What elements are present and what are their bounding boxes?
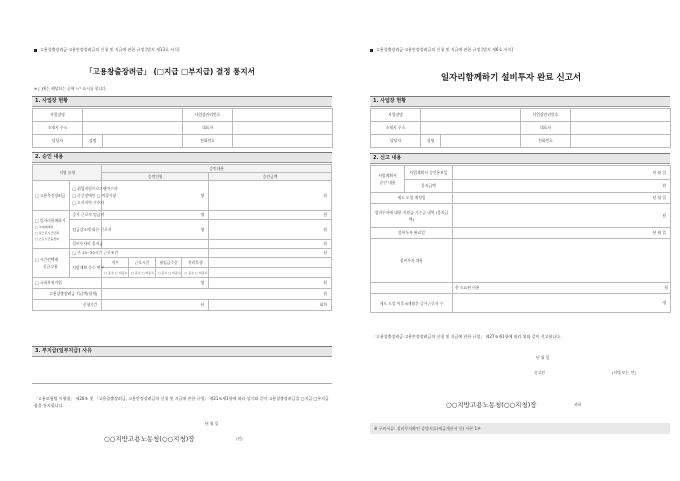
- plan-label: 사업계획 준수 여부: [70, 258, 102, 278]
- left-info-label: 사업장관리번호: [183, 109, 233, 122]
- total-amount-cell[interactable]: 원: [102, 289, 332, 300]
- people-cell[interactable]: 명: [102, 278, 209, 289]
- right-info-label: 사업장명: [371, 109, 421, 122]
- system-date-value[interactable]: 년 월 일: [453, 193, 671, 204]
- plan-date-value[interactable]: 년 월 일: [453, 166, 671, 180]
- plan-check[interactable]: □ 준수 □ 미준수: [129, 268, 156, 278]
- plan-col: 복리후생: [182, 258, 209, 268]
- left-info-value[interactable]: [83, 109, 183, 122]
- right-signer: ○○지방고용노동청(○○지청)장: [446, 401, 537, 409]
- left-top-note-text: 고용창출장려금·고용안정장려금의 신청 및 지급에 관한 규정 [별지 제13호 서식]: [40, 47, 180, 52]
- right-info-table: [370, 108, 671, 148]
- left-section-1: 1. 사업장 현황: [32, 96, 332, 107]
- left-info-value[interactable]: [83, 122, 183, 135]
- left-instruction: ※ [ ]에는 해당되는 곳에 "√" 표시를 합니다.: [34, 86, 108, 91]
- plan-check[interactable]: □ 준수 □ 미준수: [155, 268, 182, 278]
- amount-cell[interactable]: 원: [209, 278, 332, 289]
- plan-text: 사업계획서: [378, 173, 397, 178]
- blank-cell: [371, 283, 453, 294]
- people-cell[interactable]: 명: [102, 220, 209, 240]
- left-info-label: 사업장명: [33, 109, 83, 122]
- plan-approve-text: 승인 내용: [379, 180, 396, 185]
- plan-col: 월임금수준: [155, 258, 182, 268]
- job-option[interactable]: □ 실근로시간단축: [35, 230, 60, 235]
- right-top-note-text: 고용창출장려금·고용안정장려금의 신청 및 지급에 관한 규정 [별지 제6호 서식]: [376, 47, 513, 52]
- total-label: 고용창출장려금 지급액(합계): [33, 289, 102, 300]
- left-info-label: 성명: [83, 135, 103, 148]
- left-approval-table: [32, 164, 332, 311]
- job-option[interactable]: □ 교대제개편: [35, 224, 54, 229]
- left-info-value[interactable]: [103, 135, 183, 148]
- job-sharing-label: [33, 211, 70, 249]
- right-sign-hint: (서명 또는 인): [612, 370, 636, 375]
- facility-content-value[interactable]: [453, 239, 671, 283]
- right-paragraph: 「고용창출장려금·고용안정장려금의 신청 및 지급에 관한 규정」 제27조제1항에 따라 위와 같이 신고합니다.: [372, 334, 562, 339]
- flex-label: [33, 249, 70, 278]
- left-date-line: 년 월 일: [205, 421, 219, 426]
- plan-label: [371, 166, 405, 193]
- right-info-value[interactable]: [571, 135, 671, 148]
- left-info-table: [32, 108, 333, 148]
- right-report-table: [370, 165, 671, 313]
- left-info-value[interactable]: [233, 122, 333, 135]
- left-info-value[interactable]: [233, 109, 333, 122]
- right-info-value[interactable]: [441, 135, 521, 148]
- period-label: 신청기간: [33, 300, 102, 311]
- amount-cell[interactable]: 원: [209, 240, 332, 249]
- right-date-line: 년 월 일: [536, 355, 550, 360]
- system-date-label: 제도 도입 예정일: [371, 193, 453, 204]
- period-times-cell[interactable]: 회차: [209, 300, 332, 311]
- right-info-value[interactable]: [421, 109, 521, 122]
- people-cell[interactable]: 명: [102, 181, 209, 211]
- left-section-2: 2. 승인 내용: [32, 152, 332, 163]
- approval-amount-header: 승인금액: [209, 173, 332, 181]
- after-ratio-value[interactable]: 명: [453, 294, 671, 313]
- facility-label: 설비투자비 융자금: [70, 240, 102, 249]
- total-cost-label: 총 소요된 비용: [455, 285, 480, 290]
- right-info-label: 성명: [421, 135, 441, 148]
- blank-cell: [209, 268, 332, 278]
- right-info-value[interactable]: [421, 122, 521, 135]
- amount-cell[interactable]: 원: [209, 249, 332, 258]
- approval-kind-header: 지원 유형: [33, 165, 102, 181]
- plan-check[interactable]: □ 준수 □ 미준수: [102, 268, 129, 278]
- left-seal: (인): [236, 436, 243, 441]
- plan-check[interactable]: □ 준수 □ 미준수: [182, 268, 209, 278]
- right-section-2: 2. 신고 내용: [370, 153, 670, 164]
- facility-plan-label: 설비투자에 대한 지원금 기수급 내역 (융자금액): [371, 204, 453, 228]
- left-divider: [32, 383, 332, 384]
- note-bullet-icon: [34, 49, 37, 52]
- right-addressee: 귀하: [574, 402, 582, 407]
- right-footer: ※ 구비서류: 설비투자확인 증빙서류(세금계산서 등) 사본 1부: [370, 423, 670, 434]
- right-section-1: 1. 사업장 현황: [370, 96, 670, 107]
- flex-text-2: 신규고용: [43, 264, 58, 269]
- right-applicant: 신고인: [534, 370, 546, 375]
- job-label-text: □ 일자리함께하기: [35, 217, 66, 223]
- right-info-label: 담당자: [371, 135, 421, 148]
- right-title: 일자리함께하기 설비투자 완료 신고서: [440, 73, 582, 83]
- option-line[interactable]: □ 취업지원프로그램이수자: [72, 186, 118, 191]
- other-label: □ 국내복귀기업: [33, 278, 102, 289]
- left-top-note: [34, 47, 179, 53]
- facility-content-label: 설비투자 내용: [371, 239, 453, 283]
- blank-cell: [209, 258, 332, 268]
- facility-done-value[interactable]: 년 월 일: [453, 228, 671, 239]
- incr-emp-label: 임금감소에 따른 근로자: [70, 220, 102, 240]
- right-form: [342, 0, 680, 481]
- left-info-label: 소재지 주소: [33, 122, 83, 135]
- note-bullet-icon: [370, 49, 373, 52]
- left-section-3: 3. 부지급(일부지급) 사유: [32, 346, 332, 357]
- facility-done-label: 설비투자 완료일: [371, 228, 453, 239]
- invest-amt-value[interactable]: 원: [453, 180, 671, 193]
- plan-col: 근로시간: [129, 258, 156, 268]
- left-info-label: 대표자: [183, 122, 233, 135]
- amount-cell[interactable]: 원: [209, 220, 332, 240]
- left-signer: ○○지방고용노동청(○○지청)장: [104, 435, 195, 443]
- right-info-value[interactable]: [571, 109, 671, 122]
- blank-cell[interactable]: [102, 240, 209, 249]
- right-info-label: 사업장관리번호: [521, 109, 571, 122]
- right-top-note: [370, 47, 513, 53]
- right-info-label: 소재지 주소: [371, 122, 421, 135]
- flex-text: □ 시간선택제: [35, 257, 59, 262]
- total-cost-cell[interactable]: [453, 283, 671, 294]
- job-option[interactable]: □ 근로시간을정비: [35, 236, 60, 241]
- left-paragraph: 「고용보험법 시행령」 제26조 및 「고용창출장려금, 고용안정장려금의 신청 및 지급에 관한 규정」 제21조제1항에 따라 상기와 같이 고용창출장려금을 □지급 □부지급 함을 통지합니다.: [34, 396, 329, 408]
- amount-cell[interactable]: 원: [209, 211, 332, 220]
- new-employment-options: [70, 181, 118, 211]
- left-title: 「고용창출장려금」 (□지급 □부지급) 결정 통지서: [85, 67, 255, 76]
- new-employment-text: □ 고용촉진장려금: [35, 192, 66, 198]
- approval-people-header: 승인인원: [102, 173, 209, 181]
- option-line[interactable]: □ 도서지역 거주자: [72, 200, 105, 205]
- plan-col: 직무: [102, 258, 129, 268]
- approval-content-header: 승인내용: [102, 165, 332, 173]
- amount-cell[interactable]: 원: [209, 181, 332, 211]
- right-info-label: 대표자: [521, 122, 571, 135]
- option-line[interactable]: □ 중증장애인 □ 여성가장: [72, 193, 117, 198]
- left-info-label: 담당자: [33, 135, 83, 148]
- invest-amt-label: 융자금액: [405, 180, 453, 193]
- right-info-value[interactable]: [571, 122, 671, 135]
- increase-label: 증가 근로자 임금비: [70, 211, 102, 220]
- plan-date-label: 사업계획서 승인통보일: [405, 166, 453, 180]
- people-cell[interactable]: 명: [102, 211, 209, 220]
- period-year-cell[interactable]: 년: [102, 300, 209, 311]
- new-employment-label: [33, 181, 70, 211]
- left-info-label: 전화번호: [183, 135, 233, 148]
- left-info-value[interactable]: [233, 135, 333, 148]
- total-cost-unit: 원: [664, 285, 668, 290]
- flex-week-option[interactable]: □ 주 15~30시간 근로조건: [70, 249, 209, 258]
- right-info-label: 전화번호: [521, 135, 571, 148]
- after-ratio-label: 제도 도입 이후 6개월간 증가근로자 수: [371, 294, 453, 313]
- facility-plan-value[interactable]: 원: [453, 204, 671, 228]
